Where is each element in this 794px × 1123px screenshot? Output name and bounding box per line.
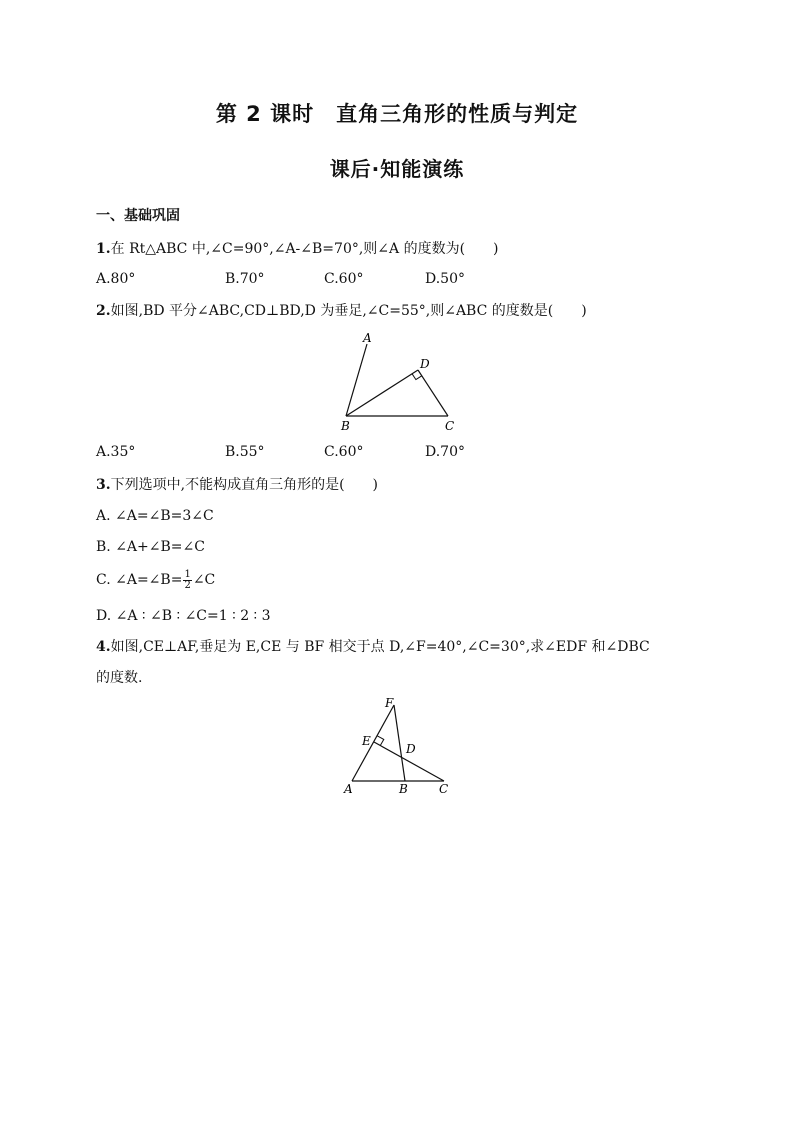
fraction-denominator: 2 bbox=[184, 579, 191, 591]
fraction-one-half bbox=[183, 570, 191, 591]
question-number: 4. bbox=[96, 639, 111, 655]
question-number: 3. bbox=[96, 477, 111, 493]
label-d: D bbox=[406, 742, 416, 756]
option-b: B.55° bbox=[225, 444, 265, 460]
question-3-option-c bbox=[96, 568, 215, 592]
option-c: C.60° bbox=[324, 444, 364, 460]
label-e: E bbox=[362, 734, 371, 748]
label-a: A bbox=[363, 331, 372, 345]
question-2 bbox=[96, 302, 587, 320]
question-4-text-cont: 的度数. bbox=[96, 670, 143, 686]
option-a: A.80° bbox=[96, 271, 136, 287]
question-text: 在 Rt△ABC 中,∠C=90°,∠A-∠B=70°,则∠A 的度数为( ) bbox=[110, 241, 499, 257]
label-c: C bbox=[439, 782, 449, 796]
label-c: C bbox=[445, 419, 455, 433]
question-2-figure bbox=[330, 328, 470, 436]
label-f: F bbox=[385, 696, 394, 710]
option-d: D.50° bbox=[425, 271, 465, 287]
segment-af bbox=[352, 705, 394, 781]
question-3-option-b: B. ∠A+∠B=∠C bbox=[96, 539, 205, 555]
option-c: C.60° bbox=[324, 271, 364, 287]
question-text: 如图,BD 平分∠ABC,CD⊥BD,D 为垂足,∠C=55°,则∠ABC 的度数是( ) bbox=[110, 303, 587, 319]
question-text: 如图,CE⊥AF,垂足为 E,CE 与 BF 相交于点 D,∠F=40°,∠C=30°,求∠EDF 和∠DBC bbox=[110, 639, 650, 655]
label-a: A bbox=[344, 782, 353, 796]
section-heading: 一、基础巩固 bbox=[96, 208, 180, 224]
question-3-option-d: D. ∠A ∶ ∠B ∶ ∠C=1 ∶ 2 ∶ 3 bbox=[96, 608, 271, 624]
question-text: 下列选项中,不能构成直角三角形的是( ) bbox=[110, 477, 378, 493]
question-3-option-a: A. ∠A=∠B=3∠C bbox=[96, 508, 214, 524]
question-4 bbox=[96, 638, 650, 656]
question-3 bbox=[96, 476, 378, 494]
question-1 bbox=[96, 240, 499, 258]
question-number: 2. bbox=[96, 303, 111, 319]
segment-dc bbox=[418, 370, 448, 416]
page-title: 第 2 课时 直角三角形的性质与判定 bbox=[215, 102, 579, 126]
page-subtitle: 课后·知能演练 bbox=[329, 157, 465, 181]
option-a: A.35° bbox=[96, 444, 136, 460]
label-b: B bbox=[341, 419, 350, 433]
question-1-options bbox=[96, 271, 596, 289]
question-2-options bbox=[96, 444, 596, 462]
option-b: B.70° bbox=[225, 271, 265, 287]
label-d: D bbox=[420, 357, 430, 371]
option-d: D.70° bbox=[425, 444, 465, 460]
option-c-prefix: C. ∠A=∠B= bbox=[96, 572, 183, 588]
label-b: B bbox=[399, 782, 408, 796]
fraction-numerator: 1 bbox=[184, 568, 191, 580]
option-c-suffix: ∠C bbox=[192, 572, 216, 588]
segment-fb bbox=[394, 705, 405, 781]
question-number: 1. bbox=[96, 241, 111, 257]
question-4-figure bbox=[336, 692, 460, 800]
